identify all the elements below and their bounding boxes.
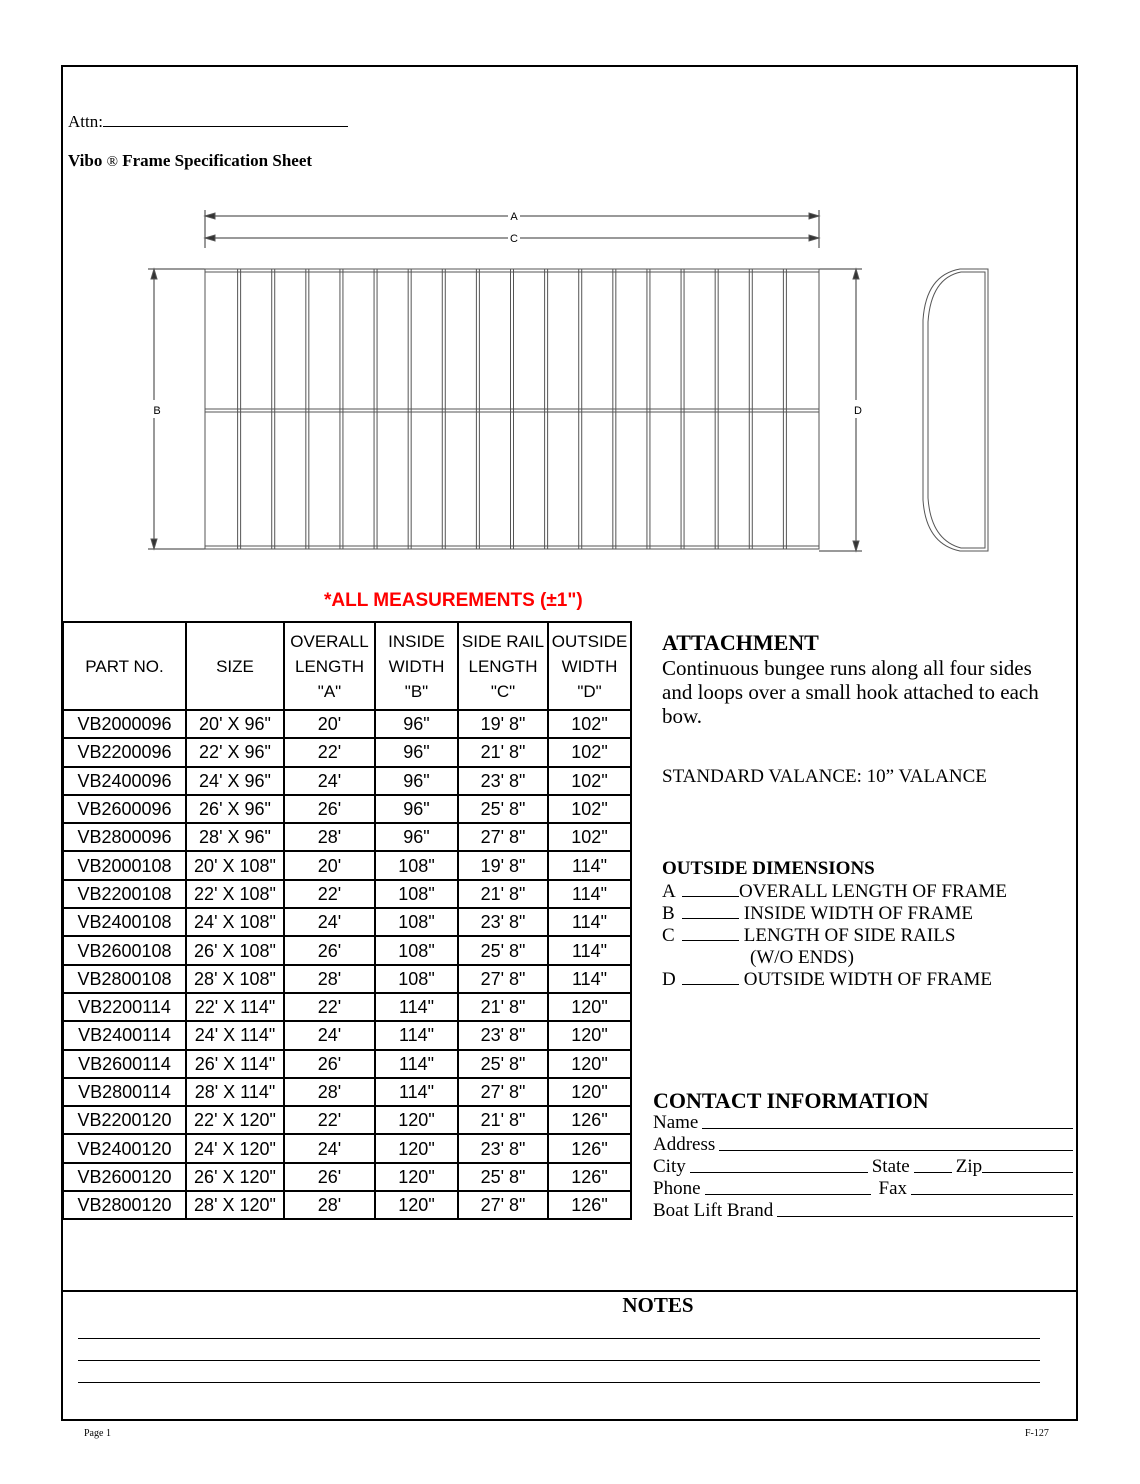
column-header-line: SIZE	[216, 656, 254, 676]
table-cell: VB2600114	[63, 1050, 186, 1078]
contact-phone-row	[653, 1178, 1073, 1200]
contact-heading: CONTACT INFORMATION	[653, 1088, 929, 1113]
table-row	[63, 936, 631, 964]
name-label: Name	[653, 1112, 699, 1133]
table-cell: 26' X 96"	[186, 795, 284, 823]
contact-name-row	[653, 1112, 1073, 1134]
state-label: State	[871, 1156, 910, 1177]
dimension-a-blank[interactable]	[682, 895, 739, 897]
dimension-item-c-note: (W/O ENDS)	[750, 947, 854, 968]
dimension-item-d	[662, 969, 1007, 991]
table-cell: 28'	[284, 823, 375, 851]
table-cell: 26' X 120"	[186, 1163, 284, 1191]
column-header-line: OUTSIDE	[551, 631, 628, 651]
table-row	[63, 1191, 631, 1219]
table-cell: 126"	[548, 1191, 631, 1219]
table-row	[63, 993, 631, 1021]
table-cell: VB2200108	[63, 880, 186, 908]
city-field[interactable]	[690, 1156, 868, 1173]
attn-blank[interactable]	[103, 125, 348, 127]
table-cell: VB2800114	[63, 1078, 186, 1106]
table-cell: 25' 8"	[458, 1163, 548, 1191]
column-header-line: LENGTH	[468, 656, 538, 676]
dimension-text: INSIDE WIDTH OF FRAME	[743, 903, 973, 924]
column-header-line: INSIDE	[388, 631, 445, 651]
table-cell: 24'	[284, 1021, 375, 1049]
table-row	[63, 710, 631, 738]
table-cell: 28' X 120"	[186, 1191, 284, 1219]
table-cell: 22' X 96"	[186, 738, 284, 766]
dimension-text: LENGTH OF SIDE RAILS	[743, 925, 956, 946]
column-header-line: "D"	[577, 681, 602, 701]
table-cell: 96"	[375, 767, 458, 795]
dimension-letter: C	[662, 925, 675, 946]
table-cell: 114"	[548, 851, 631, 879]
table-cell: 102"	[548, 823, 631, 851]
table-cell: 23' 8"	[458, 767, 548, 795]
table-cell: 126"	[548, 1134, 631, 1162]
table-row	[63, 908, 631, 936]
table-cell: 114"	[548, 908, 631, 936]
dim-label-d: D	[854, 405, 862, 417]
table-cell: VB2200120	[63, 1106, 186, 1134]
table-cell: 26'	[284, 936, 375, 964]
table-cell: 120"	[375, 1191, 458, 1219]
table-cell: 114"	[548, 880, 631, 908]
table-header-row	[63, 622, 631, 710]
notes-heading: NOTES	[622, 1293, 694, 1317]
dimension-item-a	[662, 881, 1007, 903]
table-cell: 26'	[284, 1163, 375, 1191]
table-row	[63, 1163, 631, 1191]
table-cell: 24' X 96"	[186, 767, 284, 795]
table-cell: 102"	[548, 767, 631, 795]
table-cell: 114"	[375, 1050, 458, 1078]
table-cell: 25' 8"	[458, 936, 548, 964]
dimension-letter: B	[662, 903, 675, 924]
column-header-line: "C"	[490, 681, 516, 701]
dim-label-b: B	[153, 405, 161, 417]
table-cell: 114"	[375, 1078, 458, 1106]
table-cell: 114"	[548, 965, 631, 993]
zip-field[interactable]	[982, 1156, 1073, 1173]
table-cell: 25' 8"	[458, 795, 548, 823]
table-cell: 21' 8"	[458, 1106, 548, 1134]
table-cell: 108"	[375, 851, 458, 879]
contact-brand-row	[653, 1200, 1073, 1222]
outside-dimensions-heading: OUTSIDE DIMENSIONS	[662, 858, 875, 879]
table-cell: VB2400120	[63, 1134, 186, 1162]
table-cell: 96"	[375, 710, 458, 738]
table-row	[63, 965, 631, 993]
zip-label: Zip	[955, 1156, 983, 1177]
table-cell: VB2600108	[63, 936, 186, 964]
dimension-d-blank[interactable]	[682, 983, 739, 985]
page-number: Page 1	[84, 1428, 111, 1439]
notes-line[interactable]	[78, 1382, 1040, 1383]
table-cell: 25' 8"	[458, 1050, 548, 1078]
attachment-line: bow.	[662, 704, 703, 728]
table-cell: 102"	[548, 795, 631, 823]
dimension-text: OUTSIDE WIDTH OF FRAME	[743, 969, 992, 990]
attn-line	[68, 112, 348, 132]
spec-table	[62, 621, 632, 1220]
title-text: Frame Specification Sheet	[122, 151, 313, 170]
table-cell: 28'	[284, 965, 375, 993]
table-cell: 120"	[548, 1078, 631, 1106]
page-title	[68, 151, 312, 171]
dimension-item-c	[662, 925, 1007, 947]
table-cell: 23' 8"	[458, 1134, 548, 1162]
table-cell: VB2200096	[63, 738, 186, 766]
table-cell: VB2400108	[63, 908, 186, 936]
phone-label: Phone	[653, 1178, 701, 1199]
table-cell: 20'	[284, 851, 375, 879]
table-cell: 26' X 108"	[186, 936, 284, 964]
table-cell: 22'	[284, 1106, 375, 1134]
table-cell: 20' X 108"	[186, 851, 284, 879]
table-row	[63, 1134, 631, 1162]
frame-drawing	[140, 200, 1010, 570]
table-cell: 28'	[284, 1191, 375, 1219]
table-cell: 22'	[284, 880, 375, 908]
table-cell: 24' X 108"	[186, 908, 284, 936]
address-label: Address	[653, 1134, 716, 1155]
table-cell: 108"	[375, 880, 458, 908]
table-cell: 27' 8"	[458, 965, 548, 993]
column-header-line: WIDTH	[561, 656, 618, 676]
table-cell: 120"	[375, 1106, 458, 1134]
contact-city-row	[653, 1156, 1073, 1178]
table-cell: 27' 8"	[458, 823, 548, 851]
column-header-line: "A"	[317, 681, 342, 701]
column-header-line: OVERALL	[290, 631, 369, 651]
table-cell: 22'	[284, 738, 375, 766]
table-cell: 28' X 114"	[186, 1078, 284, 1106]
table-cell: 20' X 96"	[186, 710, 284, 738]
contact-address-row	[653, 1134, 1073, 1156]
table-cell: 108"	[375, 908, 458, 936]
table-cell: 96"	[375, 795, 458, 823]
dimension-text: OVERALL LENGTH OF FRAME	[739, 881, 1007, 902]
dimension-b-blank[interactable]	[682, 917, 739, 919]
table-cell: 108"	[375, 936, 458, 964]
table-cell: 21' 8"	[458, 880, 548, 908]
table-cell: 23' 8"	[458, 908, 548, 936]
table-cell: 20'	[284, 710, 375, 738]
table-cell: VB2600120	[63, 1163, 186, 1191]
table-cell: 114"	[375, 1021, 458, 1049]
column-header	[375, 622, 458, 710]
table-row	[63, 880, 631, 908]
table-cell: 24'	[284, 767, 375, 795]
address-field[interactable]	[719, 1134, 1073, 1151]
column-header-line: WIDTH	[388, 656, 445, 676]
column-header-line: LENGTH	[295, 656, 364, 676]
table-cell: 21' 8"	[458, 993, 548, 1021]
table-cell: 28'	[284, 1078, 375, 1106]
table-cell: 26' X 114"	[186, 1050, 284, 1078]
column-header	[548, 622, 631, 710]
column-header	[458, 622, 548, 710]
table-row	[63, 1078, 631, 1106]
table-cell: VB2400114	[63, 1021, 186, 1049]
table-row	[63, 795, 631, 823]
table-cell: 120"	[548, 1050, 631, 1078]
table-cell: VB2800096	[63, 823, 186, 851]
table-cell: 26'	[284, 795, 375, 823]
table-cell: 96"	[375, 823, 458, 851]
title-brand: Vibo	[68, 151, 103, 170]
dimension-c-blank[interactable]	[682, 939, 739, 941]
table-cell: 126"	[548, 1106, 631, 1134]
table-cell: 19' 8"	[458, 710, 548, 738]
city-label: City	[653, 1156, 686, 1177]
fax-label: Fax	[878, 1178, 907, 1199]
dimension-letter: D	[662, 969, 676, 990]
table-cell: VB2400096	[63, 767, 186, 795]
name-field[interactable]	[702, 1112, 1073, 1129]
table-cell: 102"	[548, 738, 631, 766]
table-row	[63, 851, 631, 879]
notes-line[interactable]	[78, 1338, 1040, 1339]
table-cell: 24' X 120"	[186, 1134, 284, 1162]
table-cell: 114"	[548, 936, 631, 964]
table-cell: 120"	[548, 993, 631, 1021]
table-cell: VB2000108	[63, 851, 186, 879]
table-row	[63, 738, 631, 766]
notes-divider	[62, 1290, 1078, 1292]
dim-label-a: A	[510, 211, 518, 223]
measurements-note: *ALL MEASUREMENTS (±1")	[324, 590, 583, 611]
table-row	[63, 1106, 631, 1134]
table-cell: 28' X 96"	[186, 823, 284, 851]
table-cell: 23' 8"	[458, 1021, 548, 1049]
notes-line[interactable]	[78, 1360, 1040, 1361]
table-row	[63, 767, 631, 795]
table-cell: VB2000096	[63, 710, 186, 738]
standard-valance: STANDARD VALANCE: 10” VALANCE	[662, 766, 987, 787]
dimension-letter: A	[662, 881, 676, 902]
table-cell: 22'	[284, 993, 375, 1021]
table-cell: 96"	[375, 738, 458, 766]
table-cell: 28' X 108"	[186, 965, 284, 993]
table-cell: 126"	[548, 1163, 631, 1191]
boat-lift-brand-field[interactable]	[777, 1200, 1073, 1217]
boat-lift-brand-label: Boat Lift Brand	[653, 1200, 774, 1221]
column-header-line: SIDE RAIL	[461, 631, 545, 651]
table-row	[63, 1050, 631, 1078]
table-cell: VB2200114	[63, 993, 186, 1021]
table-cell: 27' 8"	[458, 1078, 548, 1106]
table-cell: VB2600096	[63, 795, 186, 823]
table-cell: 114"	[375, 993, 458, 1021]
table-cell: 24'	[284, 908, 375, 936]
form-number: F-127	[1025, 1428, 1049, 1439]
column-header-line: "B"	[404, 681, 429, 701]
column-header	[186, 622, 284, 710]
attachment-heading: ATTACHMENT	[662, 630, 819, 655]
state-field[interactable]	[914, 1156, 952, 1173]
table-cell: 22' X 120"	[186, 1106, 284, 1134]
table-cell: 26'	[284, 1050, 375, 1078]
table-cell: 22' X 108"	[186, 880, 284, 908]
fax-field[interactable]	[911, 1178, 1073, 1195]
attachment-line: and loops over a small hook attached to each	[662, 680, 1039, 704]
column-header-line: PART NO.	[85, 656, 164, 676]
attachment-line: Continuous bungee runs along all four sides	[662, 656, 1032, 680]
outside-dimensions-list	[662, 881, 1007, 991]
table-cell: 108"	[375, 965, 458, 993]
phone-field[interactable]	[705, 1178, 871, 1195]
dim-label-c: C	[510, 233, 518, 245]
registered-mark: ®	[106, 154, 118, 170]
table-cell: 19' 8"	[458, 851, 548, 879]
table-row	[63, 823, 631, 851]
table-cell: VB2800108	[63, 965, 186, 993]
table-cell: 120"	[548, 1021, 631, 1049]
table-cell: 24' X 114"	[186, 1021, 284, 1049]
contact-form	[653, 1112, 1073, 1222]
table-cell: 27' 8"	[458, 1191, 548, 1219]
table-cell: VB2800120	[63, 1191, 186, 1219]
attachment-text	[662, 656, 1039, 728]
dimension-item-b	[662, 903, 1007, 925]
table-row	[63, 1021, 631, 1049]
attn-label: Attn:	[68, 112, 103, 131]
table-cell: 120"	[375, 1163, 458, 1191]
column-header	[63, 622, 186, 710]
column-header	[284, 622, 375, 710]
table-cell: 102"	[548, 710, 631, 738]
table-cell: 120"	[375, 1134, 458, 1162]
table-cell: 24'	[284, 1134, 375, 1162]
table-cell: 22' X 114"	[186, 993, 284, 1021]
table-cell: 21' 8"	[458, 738, 548, 766]
